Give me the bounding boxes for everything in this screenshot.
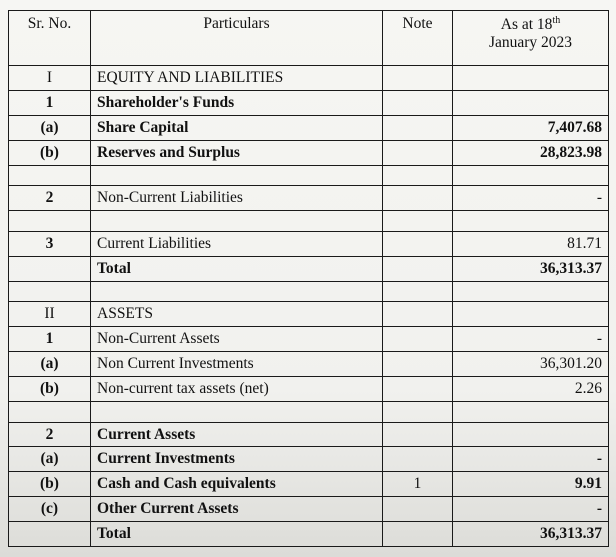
table-row bbox=[9, 211, 609, 232]
table-row bbox=[9, 327, 609, 352]
note-cell bbox=[383, 376, 453, 401]
table-row bbox=[9, 401, 609, 422]
sr-cell bbox=[9, 211, 91, 232]
table-row bbox=[9, 497, 609, 522]
note-cell bbox=[383, 231, 453, 256]
table-row bbox=[9, 376, 609, 401]
note-cell bbox=[383, 90, 453, 115]
sr-cell: II bbox=[9, 302, 91, 327]
amount-cell: - bbox=[453, 447, 609, 472]
particulars-cell: Share Capital bbox=[91, 115, 383, 140]
table-row bbox=[9, 115, 609, 140]
sr-cell: (a) bbox=[9, 352, 91, 377]
sr-cell: (c) bbox=[9, 497, 91, 522]
particulars-cell: Current Liabilities bbox=[91, 231, 383, 256]
note-cell bbox=[383, 256, 453, 281]
amount-cell bbox=[453, 90, 609, 115]
note-cell bbox=[383, 447, 453, 472]
note-cell bbox=[383, 211, 453, 232]
note-cell bbox=[383, 186, 453, 211]
table-row bbox=[9, 66, 609, 91]
note-cell bbox=[383, 522, 453, 547]
note-cell bbox=[383, 401, 453, 422]
header-date-sup: th bbox=[552, 15, 561, 26]
amount-cell bbox=[453, 165, 609, 186]
amount-cell bbox=[453, 281, 609, 302]
amount-cell: - bbox=[453, 497, 609, 522]
table-row bbox=[9, 165, 609, 186]
note-cell bbox=[383, 165, 453, 186]
note-cell bbox=[383, 352, 453, 377]
sr-cell: (a) bbox=[9, 447, 91, 472]
sr-cell: I bbox=[9, 66, 91, 91]
table-row bbox=[9, 302, 609, 327]
note-cell bbox=[383, 115, 453, 140]
table-row bbox=[9, 422, 609, 447]
particulars-cell: Reserves and Surplus bbox=[91, 140, 383, 165]
particulars-cell: EQUITY AND LIABILITIES bbox=[91, 66, 383, 91]
note-cell bbox=[383, 66, 453, 91]
note-cell bbox=[383, 140, 453, 165]
particulars-cell: Cash and Cash equivalents bbox=[91, 472, 383, 497]
table-row bbox=[9, 522, 609, 547]
particulars-cell: Non-Current Assets bbox=[91, 327, 383, 352]
amount-cell bbox=[453, 211, 609, 232]
header-date-line1: As at 18 bbox=[500, 16, 553, 34]
particulars-cell: Non-current tax assets (net) bbox=[91, 376, 383, 401]
header-note: Note bbox=[383, 11, 453, 66]
particulars-cell: Non Current Investments bbox=[91, 352, 383, 377]
sr-cell: 1 bbox=[9, 327, 91, 352]
particulars-cell: Other Current Assets bbox=[91, 497, 383, 522]
table-row bbox=[9, 352, 609, 377]
sr-cell: 2 bbox=[9, 422, 91, 447]
note-cell bbox=[383, 422, 453, 447]
sr-cell bbox=[9, 165, 91, 186]
amount-cell bbox=[453, 302, 609, 327]
sr-cell: (a) bbox=[9, 115, 91, 140]
table-row bbox=[9, 186, 609, 211]
amount-cell: 81.71 bbox=[453, 231, 609, 256]
particulars-cell bbox=[91, 165, 383, 186]
particulars-cell: Current Investments bbox=[91, 447, 383, 472]
particulars-cell: Shareholder's Funds bbox=[91, 90, 383, 115]
particulars-cell bbox=[91, 401, 383, 422]
sr-cell: 3 bbox=[9, 231, 91, 256]
amount-cell: 36,313.37 bbox=[453, 256, 609, 281]
table-row bbox=[9, 140, 609, 165]
note-cell: 1 bbox=[383, 472, 453, 497]
note-cell bbox=[383, 497, 453, 522]
particulars-cell: Total bbox=[91, 522, 383, 547]
amount-cell: - bbox=[453, 327, 609, 352]
table-header-row bbox=[9, 11, 609, 66]
amount-cell bbox=[453, 66, 609, 91]
amount-cell: 2.26 bbox=[453, 376, 609, 401]
amount-cell: 36,313.37 bbox=[453, 522, 609, 547]
sr-cell bbox=[9, 256, 91, 281]
header-particulars: Particulars bbox=[91, 11, 383, 66]
sr-cell bbox=[9, 401, 91, 422]
sr-cell: (b) bbox=[9, 376, 91, 401]
particulars-cell: Non-Current Liabilities bbox=[91, 186, 383, 211]
amount-cell bbox=[453, 422, 609, 447]
amount-cell: 9.91 bbox=[453, 472, 609, 497]
table-row bbox=[9, 281, 609, 302]
amount-cell: 7,407.68 bbox=[453, 115, 609, 140]
particulars-cell: Current Assets bbox=[91, 422, 383, 447]
particulars-cell bbox=[91, 281, 383, 302]
table-row bbox=[9, 90, 609, 115]
sr-cell: (b) bbox=[9, 472, 91, 497]
particulars-cell: Total bbox=[91, 256, 383, 281]
particulars-cell bbox=[91, 211, 383, 232]
table-row bbox=[9, 472, 609, 497]
note-cell bbox=[383, 327, 453, 352]
header-sr-no: Sr. No. bbox=[9, 11, 91, 66]
header-date-line2: January 2023 bbox=[488, 33, 573, 51]
amount-cell: 28,823.98 bbox=[453, 140, 609, 165]
note-cell bbox=[383, 281, 453, 302]
sr-cell: 1 bbox=[9, 90, 91, 115]
amount-cell: - bbox=[453, 186, 609, 211]
header-date bbox=[453, 11, 609, 66]
table-row bbox=[9, 231, 609, 256]
particulars-cell: ASSETS bbox=[91, 302, 383, 327]
sr-cell: (b) bbox=[9, 140, 91, 165]
amount-cell: 36,301.20 bbox=[453, 352, 609, 377]
sr-cell bbox=[9, 281, 91, 302]
table-row bbox=[9, 447, 609, 472]
amount-cell bbox=[453, 401, 609, 422]
balance-sheet-table bbox=[8, 10, 609, 547]
sr-cell bbox=[9, 522, 91, 547]
note-cell bbox=[383, 302, 453, 327]
sr-cell: 2 bbox=[9, 186, 91, 211]
table-row bbox=[9, 256, 609, 281]
